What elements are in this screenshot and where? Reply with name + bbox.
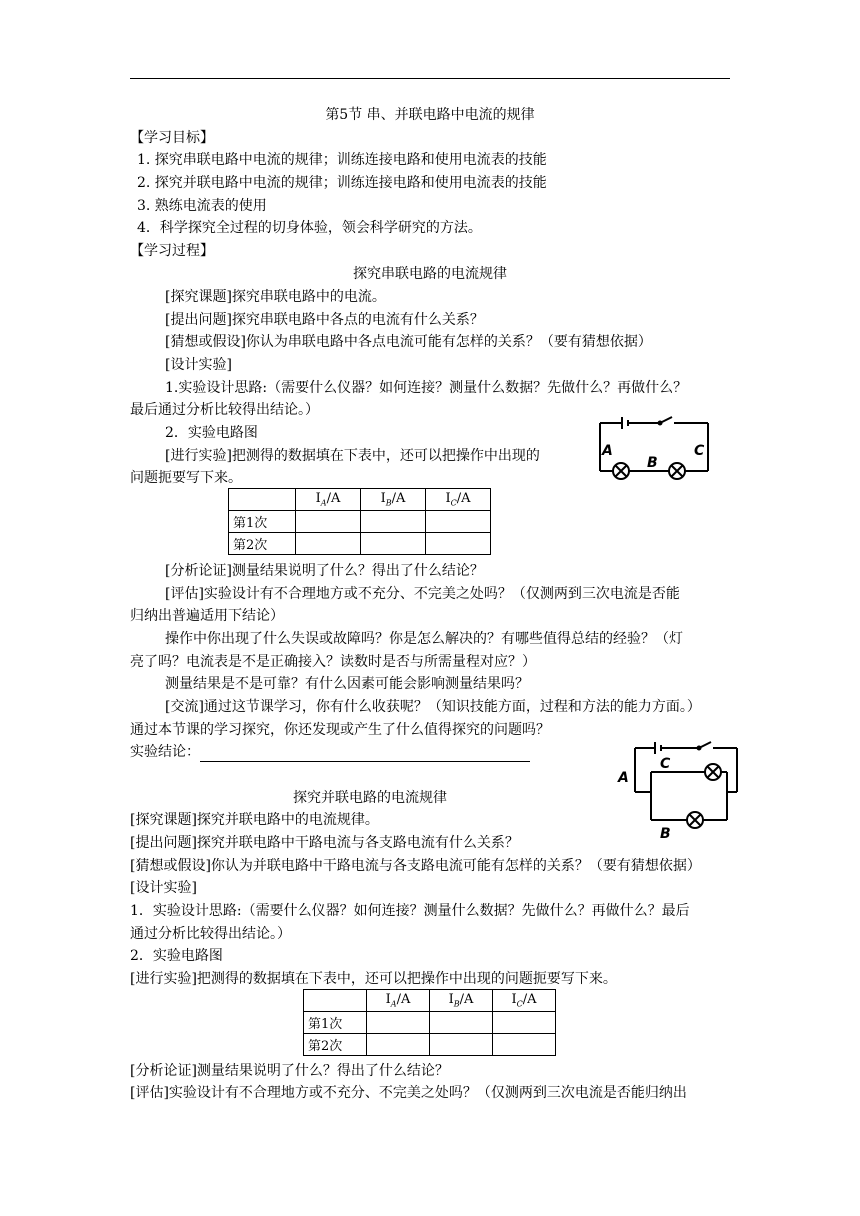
series-data-table: [228, 488, 491, 555]
table-cell[interactable]: [296, 511, 361, 533]
header-rule: [130, 78, 730, 79]
table-cell[interactable]: [430, 1012, 493, 1034]
table-cell[interactable]: [361, 533, 426, 555]
table-header-ib: $I_B/A$: [361, 489, 426, 511]
series-conclusion: [130, 742, 530, 762]
table-cell[interactable]: [361, 511, 426, 533]
series-design-idea: 1.实验设计思路:（需要什么仪器？如何连接？测量什么数据？先做什么？再做什么？: [165, 380, 688, 396]
series-subtitle: 探究串联电路的电流规律: [353, 266, 507, 282]
table-cell[interactable]: [296, 533, 361, 555]
series-design-idea-cont: 最后通过分析比较得出结论。）: [130, 402, 319, 418]
series-topic: [探究课题]探究串联电路中的电流。: [165, 289, 386, 305]
parallel-node-a: A: [618, 770, 629, 786]
table-header-ia: $I_A/A$: [296, 489, 361, 511]
series-operations-cont: 亮了吗？电流表是不是正确接入？读数时是否与所需量程对应？）: [130, 654, 536, 670]
conclusion-blank[interactable]: [200, 747, 530, 762]
series-exchange: [交流]通过这节课学习，你有什么收获呢？（知识技能方面，过程和方法的能力方面。）: [165, 699, 701, 715]
table-cell: [229, 489, 296, 511]
parallel-design: [设计实验]: [130, 880, 197, 896]
series-exchange-cont: 通过本节课的学习探究，你还发现或产生了什么值得探究的问题吗？: [130, 722, 550, 738]
series-node-b: B: [647, 455, 658, 471]
parallel-analysis: [分析论证]测量结果说明了什么？得出了什么结论？: [130, 1063, 449, 1079]
objective-item: 1. 探究串联电路中电流的规律；训练连接电路和使用电流表的技能: [137, 152, 547, 168]
table-header-ic: $I_C/A$: [493, 990, 556, 1012]
table-header-ia: $I_A/A$: [367, 990, 430, 1012]
parallel-data-table: [303, 989, 556, 1056]
table-row: [304, 1034, 556, 1056]
objective-item: 4．科学探究全过程的切身体验，领会科学研究的方法。: [137, 220, 482, 236]
parallel-circuit-label: 2．实验电路图: [130, 948, 223, 964]
series-node-c: C: [694, 443, 705, 459]
table-row: [304, 1012, 556, 1034]
parallel-design-idea-cont: 通过分析比较得出结论。）: [130, 926, 291, 942]
series-operations: 操作中你出现了什么失误或故障吗？你是怎么解决的？有哪些值得总结的经验？（灯: [165, 631, 683, 647]
row-label: 第2次: [229, 533, 296, 555]
series-conduct: [进行实验]把测得的数据填在下表中，还可以把操作中出现的: [165, 448, 540, 464]
series-circuit-diagram: [590, 415, 720, 487]
row-label: 第2次: [304, 1034, 367, 1056]
table-header-row: [304, 990, 556, 1012]
table-header-ib: $I_B/A$: [430, 990, 493, 1012]
series-node-a: A: [602, 443, 613, 459]
series-evaluate: [评估]实验设计有不合理地方或不充分、不完美之处吗？（仅测两到三次电流是否能: [165, 586, 680, 602]
parallel-hypothesis: [猜想或假设]你认为并联电路中干路电流与各支路电流可能有怎样的关系？（要有猜想依据）: [130, 858, 701, 874]
parallel-topic: [探究课题]探究并联电路中的电流规律。: [130, 812, 379, 828]
series-analysis: [分析论证]测量结果说明了什么？得出了什么结论？: [165, 563, 484, 579]
row-label: 第1次: [304, 1012, 367, 1034]
process-heading: 【学习过程】: [130, 243, 214, 259]
series-question: [提出问题]探究串联电路中各点的电流有什么关系？: [165, 312, 484, 328]
row-label: 第1次: [229, 511, 296, 533]
parallel-conduct: [进行实验]把测得的数据填在下表中，还可以把操作中出现的问题扼要写下来。: [130, 971, 617, 987]
table-cell: [304, 990, 367, 1012]
page-title: 第5节 串、并联电路中电流的规律: [325, 107, 535, 123]
table-header-ic: $I_C/A$: [426, 489, 491, 511]
parallel-evaluate: [评估]实验设计有不合理地方或不充分、不完美之处吗？（仅测两到三次电流是否能归纳出: [130, 1085, 687, 1101]
parallel-design-idea: 1．实验设计思路:（需要什么仪器？如何连接？测量什么数据？先做什么？再做什么？最后: [130, 903, 690, 919]
parallel-circuit-diagram: [615, 740, 745, 840]
series-hypothesis: [猜想或假设]你认为串联电路中各点电流可能有怎样的关系？（要有猜想依据）: [165, 334, 652, 350]
table-cell[interactable]: [430, 1034, 493, 1056]
objective-item: 2. 探究并联电路中电流的规律；训练连接电路和使用电流表的技能: [137, 175, 547, 191]
parallel-subtitle: 探究并联电路的电流规律: [293, 790, 447, 806]
parallel-node-c: C: [660, 756, 671, 772]
table-cell[interactable]: [493, 1034, 556, 1056]
objectives-heading: 【学习目标】: [130, 130, 214, 146]
series-evaluate-cont: 归纳出普遍适用下结论）: [130, 608, 284, 624]
table-cell[interactable]: [493, 1012, 556, 1034]
parallel-question: [提出问题]探究并联电路中干路电流与各支路电流有什么关系？: [130, 835, 519, 851]
series-circuit-label: 2．实验电路图: [165, 425, 258, 441]
table-cell[interactable]: [367, 1034, 430, 1056]
parallel-node-b: B: [660, 826, 671, 842]
series-reliability: 测量结果是不是可靠？有什么因素可能会影响测量结果吗？: [165, 676, 529, 692]
table-cell[interactable]: [426, 511, 491, 533]
table-header-row: [229, 489, 491, 511]
series-conduct-cont: 问题扼要写下来。: [130, 470, 242, 486]
table-cell[interactable]: [426, 533, 491, 555]
series-design: [设计实验]: [165, 357, 232, 373]
objective-item: 3. 熟练电流表的使用: [137, 198, 267, 214]
conclusion-label: 实验结论：: [130, 744, 200, 760]
table-row: [229, 511, 491, 533]
table-cell[interactable]: [367, 1012, 430, 1034]
table-row: [229, 533, 491, 555]
